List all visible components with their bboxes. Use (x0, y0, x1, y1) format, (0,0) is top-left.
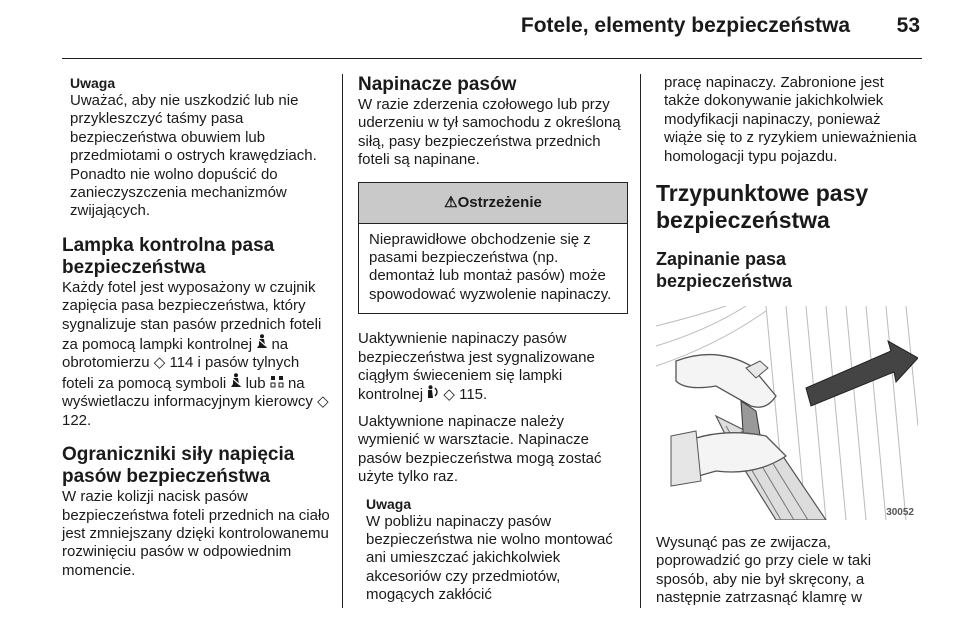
column-1 (62, 74, 330, 580)
limiter-heading: Ograniczniki siły napięcia pasów bezpieczeństwa (62, 444, 295, 488)
rear-seats-icon (270, 375, 284, 393)
page-number: 53 (896, 14, 920, 37)
seatbelt-warning-icon (230, 373, 241, 393)
note-2-continued (656, 74, 918, 166)
warning-header (359, 183, 627, 224)
warning-triangle-icon: ⚠ (444, 193, 458, 211)
note-1-text: Uważać, aby nie uszkodzić lub nie przykleszczyć taśmy pasa bezpieczeństwa obuwiem lub przedmiotami o ostrych krawędziach. Ponadto nie wolno dopuścić do zanieczyszczenia mechanizmów zwijających. (70, 92, 317, 220)
limiter-paragraph: W razie kolizji nacisk pasów bezpieczeństwa foteli przednich na ciało jest zmniejszany dzięki kontrolowanemu rozwinięciu pasów w odpowiednim momencie. (62, 488, 330, 579)
lamp-heading: Lampka kontrolna pasa bezpieczeństwa (62, 234, 275, 278)
warning-text: Nieprawidłowe obchodzenie się z pasami bezpieczeństwa (np. demontaż lub montaż pasów) może spowodować wyzwolenie napinaczy. (369, 230, 612, 303)
figure-code: 30052 (886, 507, 914, 519)
page-header-title: Fotele, elementy bezpieczeństwa (520, 14, 850, 37)
column-3 (656, 74, 918, 608)
page-ref-icon: ◇ (317, 393, 329, 411)
page-ref-link[interactable]: 115. (459, 386, 488, 404)
page-ref-link[interactable]: 114 (169, 354, 194, 372)
column-divider-1 (342, 74, 343, 608)
warning-title: Ostrzeżenie (457, 193, 542, 211)
page-ref-link[interactable]: 122. (62, 411, 92, 429)
fastening-instruction: Wysunąć pas ze zwijacza, poprowadzić go przy ciele w taki sposób, aby nie był skręcony, a następnie zatrzasnąć klamrę w (656, 534, 872, 607)
airbag-warning-icon (427, 385, 439, 404)
seatbelt-warning-icon (256, 334, 267, 354)
note-2-continued-text: pracę napinaczy. Zabronione jest także dokonywanie jakichkolwiek modyfikacji napinaczy, ponieważ wiąże się to z ryzykiem unieważnienia homologacji typu pojazdu. (664, 74, 917, 165)
note-1-title: Uwaga (70, 75, 116, 91)
page-ref-icon: ◇ (153, 354, 166, 372)
seatbelt-fastening-illustration (656, 306, 918, 520)
three-point-belt-heading: Trzypunktowe pasy bezpieczeństwa (656, 180, 869, 234)
activation-paragraph: Uaktywnienie napinaczy pasów bezpieczeństwa jest sygnalizowane ciągłym świeceniem się lampki kontrolnej ◇ 115. (358, 330, 595, 404)
tensioner-paragraph: W razie zderzenia czołowego lub przy uderzeniu w tył samochodu z określoną siłą, pasy bezpieczeństwa przednich foteli są napinane. (358, 96, 621, 169)
column-divider-2 (640, 74, 641, 608)
tensioner-heading: Napinacze pasów (358, 74, 517, 95)
note-1 (62, 74, 330, 221)
note-2-text: W pobliżu napinaczy pasów bezpieczeństwa nie wolno montować ani umieszczać jakichkolwiek akcesoriów czy przedmiotów, mogących zakłócić (366, 512, 613, 604)
page-ref-icon: ◇ (443, 386, 455, 404)
lamp-paragraph: Każdy fotel jest wyposażony w czujnik zapięcia pasa bezpieczeństwa, który sygnalizuje stan pasów przednich foteli za pomocą lampki kontrolnej na obrotomierzu ◇ 114 i pasów tylnych foteli za pomocą symboli lub na wyświetlaczu informacyjnym kierowcy ◇ 122. (62, 278, 329, 429)
header-rule (62, 58, 922, 59)
column-2 (358, 74, 628, 605)
note-2 (358, 495, 628, 605)
replace-paragraph: Uaktywnione napinacze należy wymienić w warsztacie. Napinacze pasów bezpieczeństwa mogą zostać użyte tylko raz. (358, 412, 602, 486)
fastening-heading: Zapinanie pasa bezpieczeństwa (656, 249, 793, 292)
warning-box (358, 182, 628, 315)
note-2-title: Uwaga (366, 495, 412, 512)
